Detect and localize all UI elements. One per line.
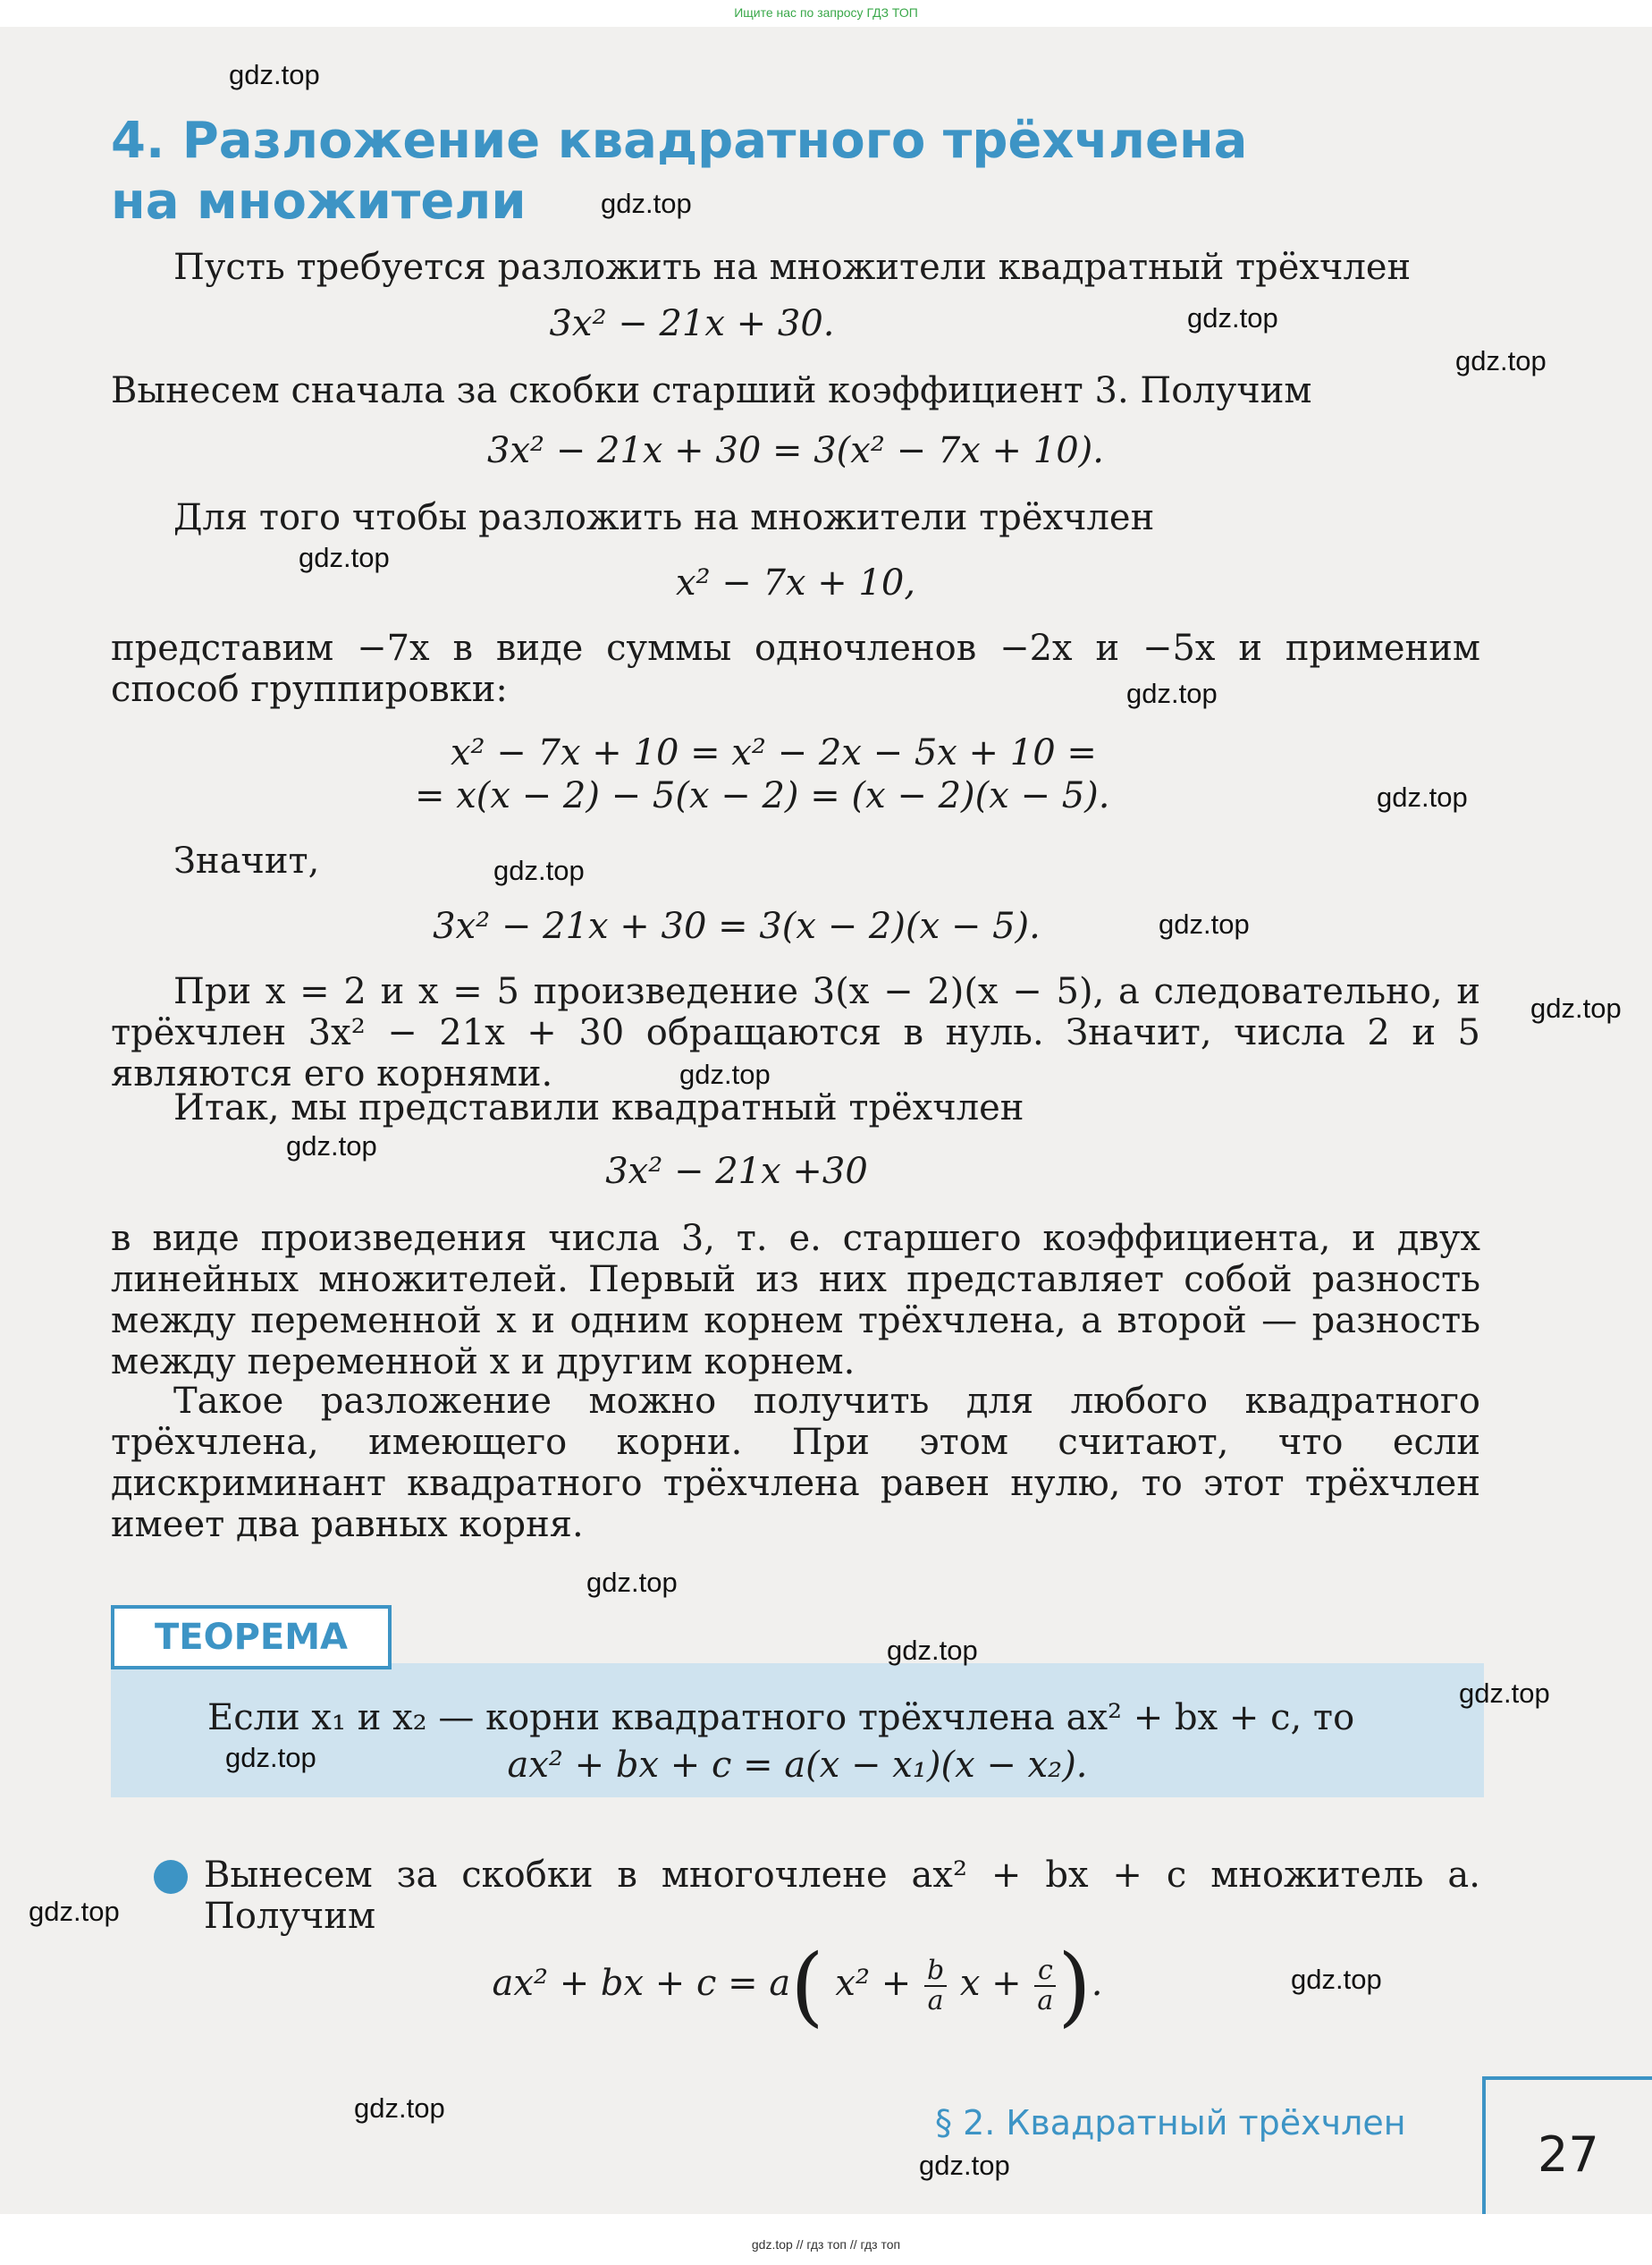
paragraph-7: Итак, мы представили квадратный трёхчлен xyxy=(173,1087,1024,1128)
fraction-numerator: c xyxy=(1034,1957,1056,1987)
watermark: gdz.top xyxy=(299,542,390,573)
heading-line-1: 4. Разложение квадратного трёхчлена xyxy=(111,112,1248,170)
formula-4a: x² − 7x + 10 = x² − 2x − 5x + 10 = xyxy=(451,732,1097,773)
proof-formula-x2: x² + xyxy=(835,1963,912,2004)
proof-bullet-icon xyxy=(154,1860,188,1894)
paragraph-3: Для того чтобы разложить на множители трёхчлен xyxy=(173,497,1155,538)
top-note: Ищите нас по запросу ГДЗ ТОП xyxy=(734,5,918,20)
paragraph-6: При x = 2 и x = 5 произведение 3(x − 2)(x − 5), а следовательно, и трёхчлен 3x² − 21x + 30 обращаются в нуль. Значит, числа 2 и 5 являются его корнями. xyxy=(111,971,1480,1094)
watermark: gdz.top xyxy=(1187,302,1278,334)
watermark: gdz.top xyxy=(919,2150,1010,2181)
watermark: gdz.top xyxy=(1530,993,1622,1024)
left-paren-icon: ( xyxy=(790,1936,824,2036)
fraction-denominator: a xyxy=(927,1985,944,2016)
proof-formula xyxy=(111,1936,1484,2036)
formula-1: 3x² − 21x + 30. xyxy=(549,303,835,344)
proof-formula-left: ax² + bx + c = a xyxy=(492,1963,791,2004)
fraction-denominator: a xyxy=(1037,1985,1054,2016)
paragraph-2: Вынесем сначала за скобки старший коэффициент 3. Получим xyxy=(111,370,1312,411)
theorem-text: Если x₁ и x₂ — корни квадратного трёхчлена ax² + bx + c, то xyxy=(207,1697,1355,1738)
watermark: gdz.top xyxy=(1455,345,1547,376)
formula-4b: = x(x − 2) − 5(x − 2) = (x − 2)(x − 5). xyxy=(415,775,1110,816)
watermark: gdz.top xyxy=(1126,678,1218,709)
watermark: gdz.top xyxy=(586,1567,678,1598)
watermark: gdz.top xyxy=(229,59,320,90)
watermark: gdz.top xyxy=(29,1896,120,1927)
paragraph-1: Пусть требуется разложить на множители квадратный трёхчлен xyxy=(173,247,1412,288)
watermark: gdz.top xyxy=(1159,909,1250,940)
proof-formula-end: . xyxy=(1091,1963,1103,2004)
watermark: gdz.top xyxy=(679,1059,771,1090)
theorem-formula: ax² + bx + c = a(x − x₁)(x − x₂). xyxy=(507,1745,1088,1786)
page-number: 27 xyxy=(1538,2126,1599,2183)
watermark: gdz.top xyxy=(601,188,692,219)
fraction-c-over-a xyxy=(1034,1957,1056,2016)
theorem-label: ТЕОРЕМА xyxy=(111,1605,392,1669)
watermark: gdz.top xyxy=(1291,1964,1382,1995)
watermark: gdz.top xyxy=(286,1130,377,1162)
right-paren-icon: ) xyxy=(1058,1936,1092,2036)
formula-5: 3x² − 21x + 30 = 3(x − 2)(x − 5). xyxy=(433,906,1041,947)
bottom-note: gdz.top // гдз топ // гдз топ xyxy=(751,2237,901,2252)
paragraph-4: представим −7x в виде суммы одночленов −2x и −5x и применим способ группировки: xyxy=(111,628,1480,710)
formula-3: x² − 7x + 10, xyxy=(675,562,916,604)
watermark: gdz.top xyxy=(225,1742,316,1773)
footer-rule xyxy=(1482,2076,1652,2080)
footer-divider xyxy=(1482,2076,1486,2214)
paragraph-5: Значит, xyxy=(173,841,320,882)
paragraph-8: в виде произведения числа 3, т. е. старшего коэффициента, и двух линейных множителей. Первый из них представляет собой разность между переменной x и одним корнем трёхчлена, а второй — разность между переменной x и другим корнем. xyxy=(111,1218,1480,1382)
proof-text: Вынесем за скобки в многочлене ax² + bx + c множитель a. Получим xyxy=(204,1855,1480,1937)
heading-line-2: на множители xyxy=(111,173,527,231)
formula-2: 3x² − 21x + 30 = 3(x² − 7x + 10). xyxy=(487,430,1104,471)
fraction-b-over-a xyxy=(924,1957,947,2016)
fraction-numerator: b xyxy=(924,1957,947,1987)
formula-7: 3x² − 21x +30 xyxy=(605,1151,868,1192)
watermark: gdz.top xyxy=(887,1635,978,1666)
proof-formula-mid: x + xyxy=(959,1963,1022,2004)
watermark: gdz.top xyxy=(493,855,585,886)
watermark: gdz.top xyxy=(354,2092,445,2124)
paragraph-9: Такое разложение можно получить для любого квадратного трёхчлена, имеющего корни. При этом считают, что если дискриминант квадратного трёхчлена равен нулю, то этот трёхчлен имеет два равных корня. xyxy=(111,1381,1480,1545)
watermark: gdz.top xyxy=(1459,1678,1550,1709)
watermark: gdz.top xyxy=(1377,782,1468,813)
footer-section-title: § 2. Квадратный трёхчлен xyxy=(935,2103,1406,2142)
